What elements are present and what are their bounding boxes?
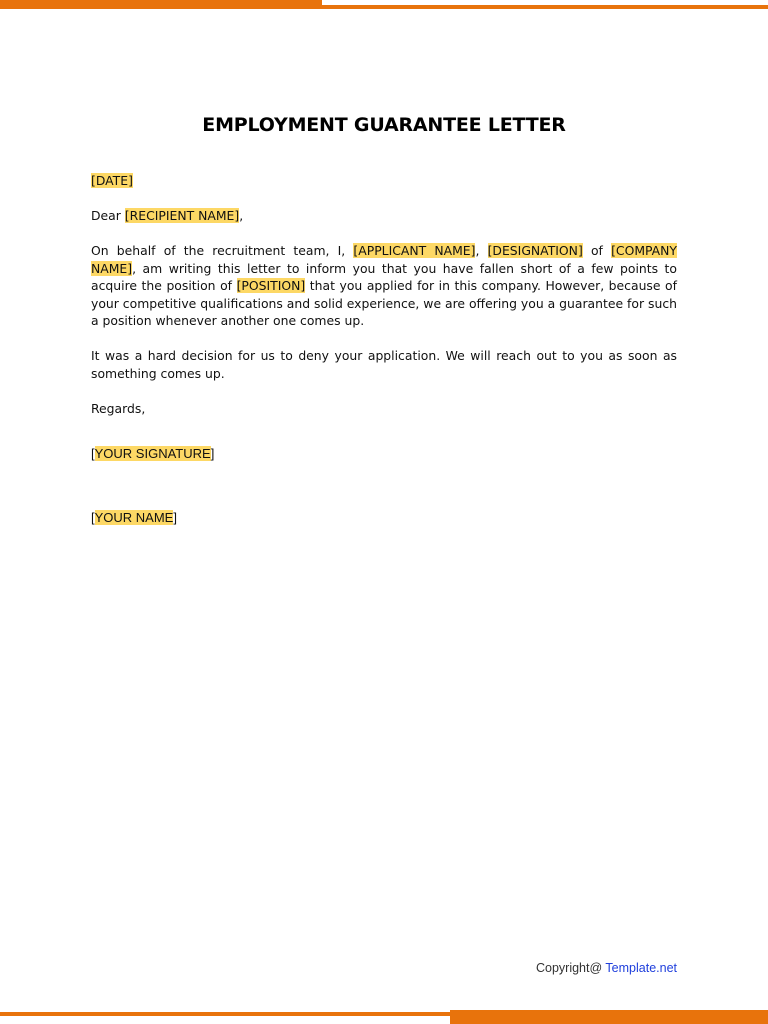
salutation (91, 207, 677, 225)
designation-placeholder: [DESIGNATION] (487, 243, 583, 258)
recipient-placeholder: [RECIPIENT NAME] (124, 208, 240, 223)
top-accent-bar-thick (0, 0, 322, 9)
name-placeholder: YOUR NAME (94, 510, 174, 525)
p1-text-4: , am writing this letter to inform you that you have fallen short of a few points to acquire the position of (91, 260, 677, 293)
copyright-label: Copyright@ (535, 961, 606, 975)
p1-text-3: of (582, 243, 612, 258)
bottom-accent-bar-thin (0, 1012, 450, 1016)
signature-line (91, 445, 677, 463)
signature-close-bracket: ] (210, 446, 215, 461)
p2-text: It was a hard decision for us to deny your application. We will reach out to you as soon as something comes up. (91, 348, 677, 381)
top-accent-bar-thin (322, 5, 768, 9)
signature-open-bracket: [ (91, 446, 95, 461)
p1-text-1: On behalf of the recruitment team, I, (91, 243, 354, 258)
copyright-footer (536, 961, 677, 975)
p1-text-2: , (475, 243, 488, 258)
date-line (91, 172, 677, 190)
position-placeholder: [POSITION] (236, 278, 306, 293)
salutation-prefix: Dear (91, 208, 125, 223)
body-paragraph-2 (91, 347, 677, 382)
company-placeholder: [COMPANY NAME] (91, 243, 677, 276)
template-net-link[interactable]: Template.net (605, 961, 677, 975)
p1-text-5: that you applied for in this company. However, because of your competitive qualifications and solid experience, we are offering you a guarantee for such a position whenever another one comes up. (91, 278, 677, 328)
salutation-suffix: , (239, 208, 244, 223)
applicant-placeholder: [APPLICANT NAME] (353, 243, 476, 258)
signature-placeholder: YOUR SIGNATURE (94, 446, 211, 461)
name-line (91, 509, 677, 527)
document-title: EMPLOYMENT GUARANTEE LETTER (202, 114, 566, 136)
body-paragraph-1 (91, 242, 677, 330)
name-open-bracket: [ (91, 510, 95, 525)
closing: Regards, (91, 401, 146, 416)
name-close-bracket: ] (173, 510, 177, 525)
date-placeholder: [DATE] (91, 173, 133, 188)
bottom-accent-bar-thick (450, 1010, 768, 1024)
